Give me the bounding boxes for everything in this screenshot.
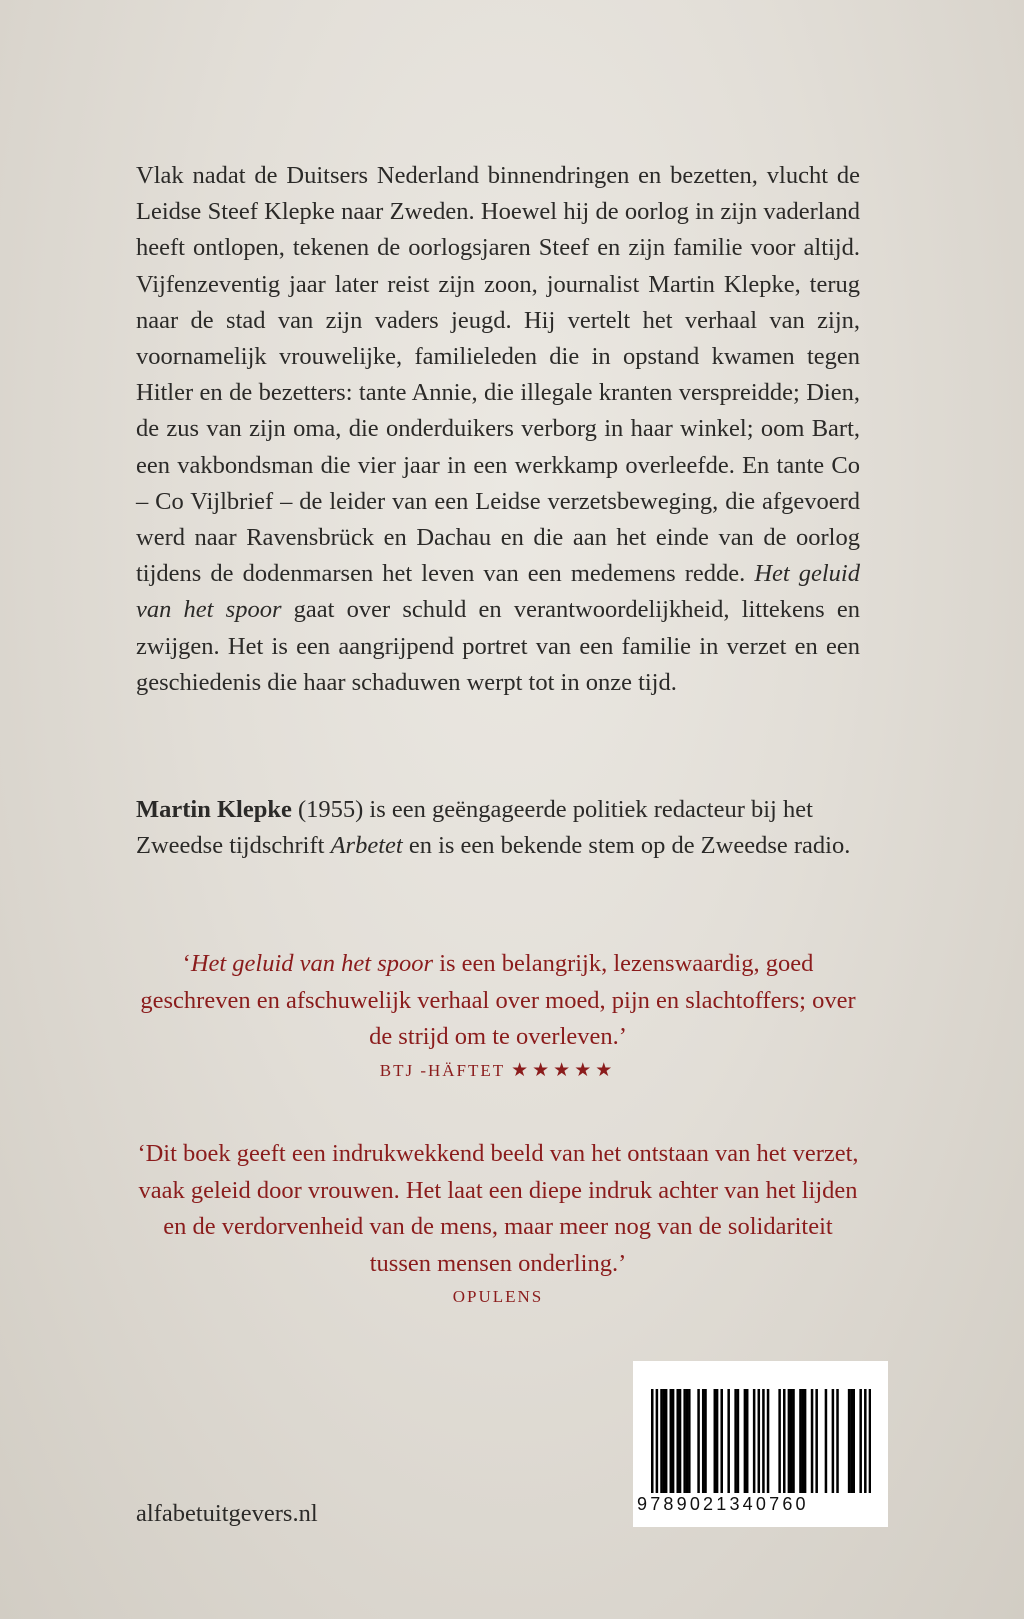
barcode-bar <box>683 1389 686 1493</box>
barcode-bar <box>832 1389 835 1493</box>
barcode-bar <box>811 1389 814 1493</box>
quote-text: is een belangrijk, lezenswaardig, goed geschreven en afschuwelijk verhaal over moed, pijn en slachtoffers; over de strijd om te overleven.’ <box>140 950 856 1050</box>
barcode-bar <box>704 1389 707 1493</box>
quote-source <box>136 1056 860 1086</box>
isbn-number: 9789021340760 <box>637 1494 809 1514</box>
quote-text: ‘Dit boek geeft een indrukwekkend beeld van het ontstaan van het verzet, vaak geleid door vrouwen. Het laat een diepe indruk achter van het lijden en de verdorvenheid van de mens, maar meer nog van de solidariteit tussen mensen onderling.’ <box>137 1140 859 1277</box>
barcode-bar <box>790 1389 793 1493</box>
barcode-bar <box>660 1389 663 1493</box>
barcode-bar <box>676 1389 679 1493</box>
barcode-bar <box>767 1389 770 1493</box>
barcode-bar <box>859 1389 862 1493</box>
barcode-bar <box>804 1389 807 1493</box>
barcode-bar <box>746 1389 749 1493</box>
barcode-bar <box>778 1389 781 1493</box>
barcode-bars <box>651 1389 871 1493</box>
barcode-bar <box>802 1389 805 1493</box>
barcode-bar <box>744 1389 747 1493</box>
barcode-bar <box>850 1389 853 1493</box>
barcode-bar <box>825 1389 828 1493</box>
barcode-bar <box>792 1389 795 1493</box>
author-name: Martin Klepke <box>136 796 292 823</box>
quote-source: OPULENS <box>452 1287 544 1306</box>
barcode-bar <box>697 1389 700 1493</box>
isbn-barcode <box>633 1361 888 1527</box>
barcode-bar <box>688 1389 691 1493</box>
barcode-bar <box>836 1389 839 1493</box>
book-blurb <box>136 158 860 701</box>
barcode-bar <box>727 1389 730 1493</box>
barcode-bar <box>737 1389 740 1493</box>
barcode-bar <box>864 1389 867 1493</box>
review-quote-2 <box>136 1136 860 1312</box>
quote-book-title: Het geluid van het spoor <box>190 950 434 977</box>
barcode-bar <box>656 1389 659 1493</box>
blurb-book-title: Het geluid van het spoor <box>136 560 860 624</box>
barcode-bar <box>815 1389 818 1493</box>
quote-open-mark: ‘ <box>182 950 191 977</box>
magazine-name: Arbetet <box>330 832 403 860</box>
barcode-bar <box>869 1389 871 1493</box>
barcode-bar <box>848 1389 851 1493</box>
barcode-bar <box>852 1389 855 1493</box>
barcode-bar <box>665 1389 668 1493</box>
barcode-bar <box>686 1389 689 1493</box>
blurb-text-part1: Vlak nadat de Duitsers Nederland binnendringen en bezetten, vlucht de Leidse Steef Klepke naar Zweden. Hoewel hij de oorlog in zijn vaderland heeft ontlopen, tekenen de oorlogsjaren Steef en zijn familie voor altijd. Vijfenzeventig jaar later reist zijn zoon, journalist Martin Klepke, terug naar de stad van zijn vaders jeugd. Hij vertelt het verhaal van zijn, voornamelijk vrouwelijke, familieleden die in opstand kwamen tegen Hitler en de bezetters: tante Annie, die illegale kranten verspreidde; Dien, de zus van zijn oma, die onderduikers verborg in haar winkel; oom Bart, een vakbondsman die vier jaar in een werkkamp overleefde. En tante Co – Co Vijlbrief – de leider van een Leidse verzetsbeweging, die afgevoerd werd naar Ravensbrück en Dachau en die aan het einde van de oorlog tijdens de dodenmarsen het leven van een medemens redde. <box>136 162 860 588</box>
barcode-bar <box>734 1389 737 1493</box>
bio-text-part2: en is een bekende stem op de Zweedse radio. <box>402 832 851 860</box>
quote-source-name: BTJ -HÄFTET <box>379 1060 505 1080</box>
blurb-text-part2: gaat over schuld en verantwoordelijkheid, littekens en zwijgen. Het is een aangrijpend portret van een familie in verzet en een geschiedenis die haar schaduwen werpt tot in onze tijd. <box>136 596 861 696</box>
barcode-bar <box>716 1389 719 1493</box>
barcode-bar <box>753 1389 756 1493</box>
publisher-website: alfabetuitgevers.nl <box>136 1500 318 1527</box>
barcode-bar <box>783 1389 786 1493</box>
barcode-bar <box>663 1389 666 1493</box>
barcode-bar <box>799 1389 802 1493</box>
barcode-bar <box>670 1389 673 1493</box>
barcode-bar <box>672 1389 675 1493</box>
author-bio <box>136 792 860 864</box>
barcode-bar <box>758 1389 761 1493</box>
barcode-bar <box>720 1389 723 1493</box>
barcode-bar <box>714 1389 717 1493</box>
barcode-bar <box>788 1389 791 1493</box>
bio-text-part1: (1955) is een geëngageerde politiek redacteur bij het Zweedse tijdschrift <box>136 796 813 860</box>
review-quote-1 <box>136 946 860 1086</box>
barcode-bar <box>679 1389 682 1493</box>
star-rating-icon: ★★★★★ <box>511 1059 617 1081</box>
barcode-bar <box>651 1389 654 1493</box>
barcode-bar <box>762 1389 765 1493</box>
barcode-bar <box>702 1389 705 1493</box>
